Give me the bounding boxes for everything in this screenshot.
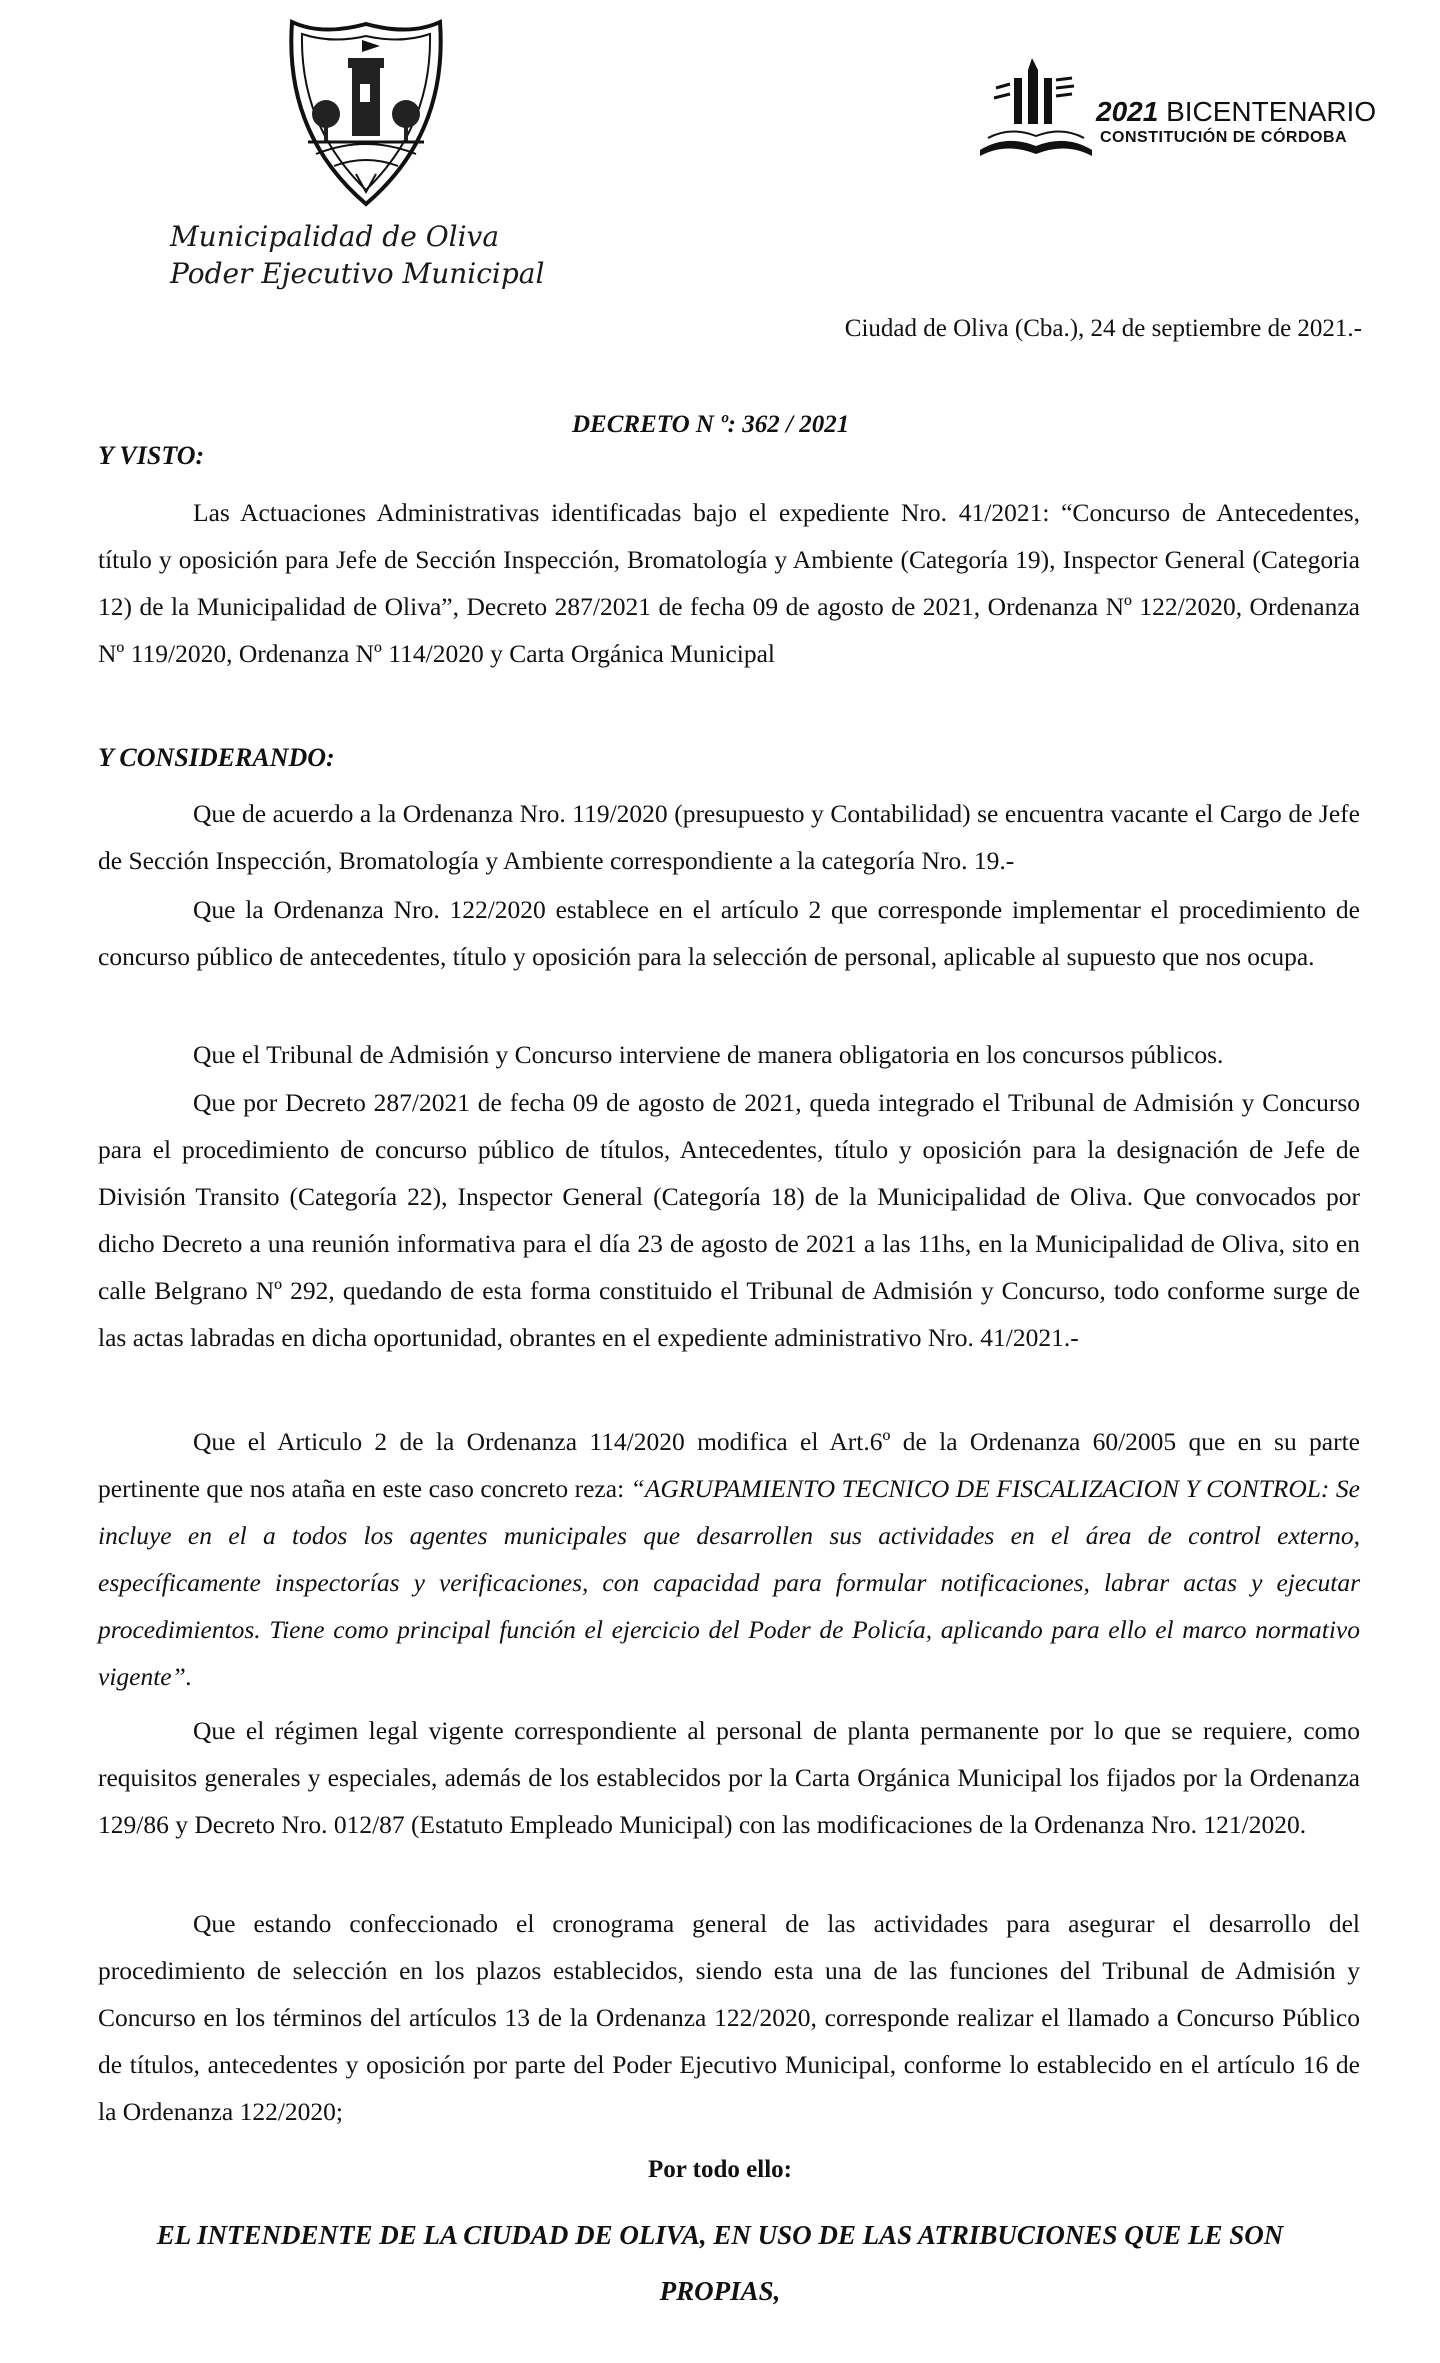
considerando-paragraph-6: Que el régimen legal vigente correspondiente al personal de planta permanente por lo que se requiere, como requisitos generales y especiales, además de los establecidos por la Carta Orgánica Municipal los fijados por la Ordenanza 129/86 y Decreto Nro. 012/87 (Estatuto Empleado Municipal) con las modificaciones de la Ordenanza Nro. 121/2020. <box>98 1716 1360 1839</box>
paragraph-5-intro: Que el Articulo 2 de la Ordenanza 114/2020 modifica el Art.6º de la Ordenanza 60/2005 que en su parte pertinente que nos ataña en este caso concreto reza: <box>98 1427 1360 1503</box>
bicentenario-tower-book-icon <box>976 58 1096 168</box>
considerando-paragraph-3: Que el Tribunal de Admisión y Concurso interviene de manera obligatoria en los concursos públicos. <box>193 1040 1224 1069</box>
bicentenario-year: 2021 <box>1096 96 1159 127</box>
intendente-statement: EL INTENDENTE DE LA CIUDAD DE OLIVA, EN USO DE LAS ATRIBUCIONES QUE LE SON PROPIAS, <box>156 2220 1284 2306</box>
bicentenario-word: BICENTENARIO <box>1166 96 1377 127</box>
municipal-coat-of-arms-icon <box>282 14 450 210</box>
considerando-paragraph-2: Que la Ordenanza Nro. 122/2020 establece en el artículo 2 que corresponde implementar el procedimiento de concurso público de antecedentes, título y oposición para la selección de personal, aplicable al supuesto que nos ocupa. <box>98 895 1360 971</box>
visto-heading: Y VISTO: <box>98 441 205 470</box>
considerando-heading: Y CONSIDERANDO: <box>98 743 335 772</box>
date-line: Ciudad de Oliva (Cba.), 24 de septiembre de 2021.- <box>844 315 1362 342</box>
visto-paragraph: Las Actuaciones Administrativas identificadas bajo el expediente Nro. 41/2021: “Concurso de Antecedentes, título y oposición para Jefe de Sección Inspección, Bromatología y Ambiente (Categoría 19), Inspector General (Categoria 12) de la Municipalidad de Oliva”, Decreto 287/2021 de fecha 09 de agosto de 2021, Ordenanza Nº 122/2020, Ordenanza Nº 119/2020, Ordenanza Nº 114/2020 y Carta Orgánica Municipal <box>98 498 1360 668</box>
considerando-paragraph-5 <box>98 1418 1360 1700</box>
por-todo-ello: Por todo ello: <box>648 2156 792 2183</box>
considerando-paragraph-1: Que de acuerdo a la Ordenanza Nro. 119/2020 (presupuesto y Contabilidad) se encuentra vacante el Cargo de Jefe de Sección Inspección, Bromatología y Ambiente correspondiente a la categoría Nro. 19.- <box>98 799 1360 875</box>
executive-power-name: Poder Ejecutivo Municipal <box>170 257 545 290</box>
paragraph-5-quote: “AGRUPAMIENTO TECNICO DE FISCALIZACION Y CONTROL: Se incluye en el a todos los agentes municipales que desarrollen sus actividades en el área de control externo, específicamente inspectorías y verificaciones, con capacidad para formular notificaciones, labrar actas y ejecutar procedimientos. Tiene como principal función el ejercicio del Poder de Policía, aplicando para ello el marco normativo vigente”. <box>98 1474 1360 1691</box>
bicentenario-subtitle: CONSTITUCIÓN DE CÓRDOBA <box>1100 129 1348 146</box>
considerando-paragraph-7: Que estando confeccionado el cronograma general de las actividades para asegurar el desarrollo del procedimiento de selección en los plazos establecidos, siendo esta una de las funciones del Tribunal de Admisión y Concurso en los términos del artículos 13 de la Ordenanza 122/2020, corresponde realizar el llamado a Concurso Público de títulos, antecedentes y oposición por parte del Poder Ejecutivo Municipal, conforme lo establecido en el artículo 16 de la Ordenanza 122/2020; <box>98 1909 1360 2126</box>
considerando-paragraph-4: Que por Decreto 287/2021 de fecha 09 de agosto de 2021, queda integrado el Tribunal de Admisión y Concurso para el procedimiento de concurso público de títulos, Antecedentes, título y oposición para la designación de Jefe de División Transito (Categoría 22), Inspector General (Categoría 18) de la Municipalidad de Oliva. Que convocados por dicho Decreto a una reunión informativa para el día 23 de agosto de 2021 a las 11hs, en la Municipalidad de Oliva, sito en calle Belgrano Nº 292, quedando de esta forma constituido el Tribunal de Admisión y Concurso, todo conforme surge de las actas labradas en dicha oportunidad, obrantes en el expediente administrativo Nro. 41/2021.- <box>98 1088 1360 1352</box>
municipality-name: Municipalidad de Oliva <box>170 220 500 253</box>
decree-title: DECRETO N º: 362 / 2021 <box>572 411 850 438</box>
bicentenario-logo <box>976 58 1377 168</box>
bicentenario-title <box>1096 96 1376 128</box>
